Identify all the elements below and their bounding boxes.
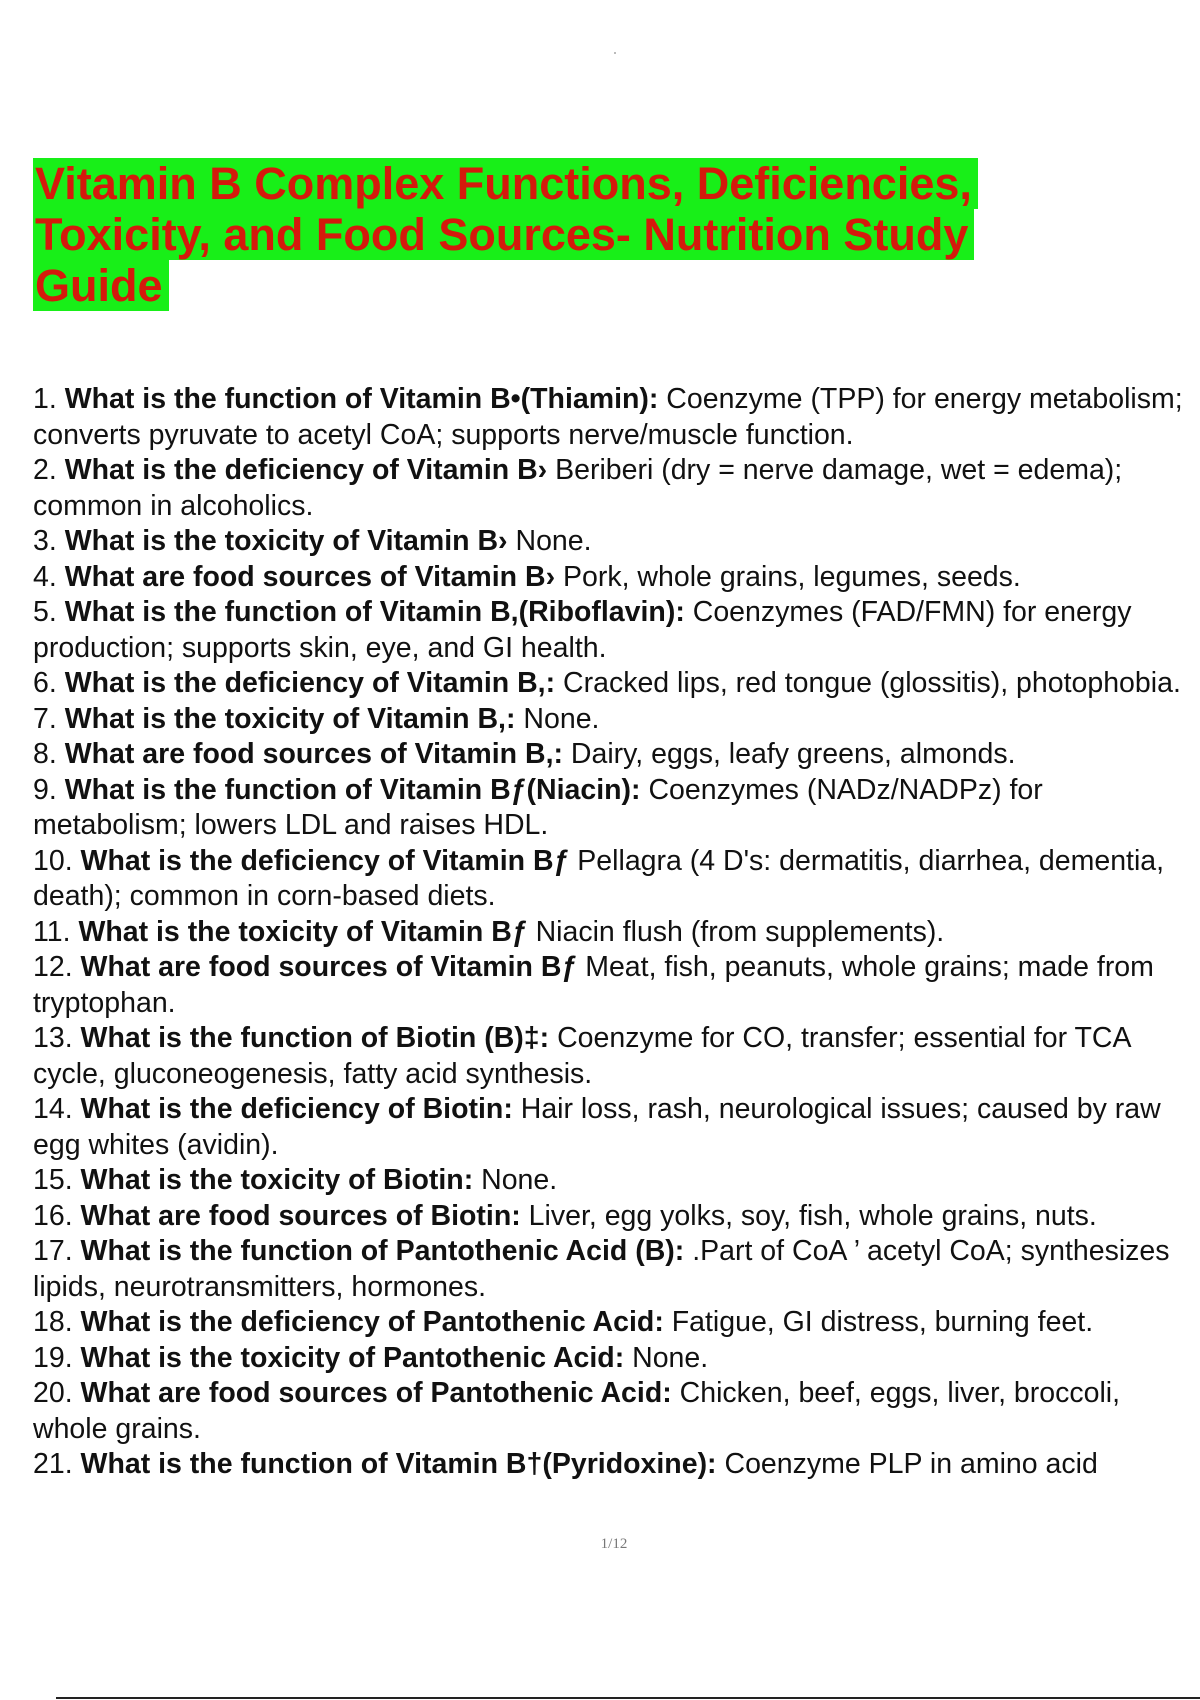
qa-answer: Hair loss, rash, neurological issues; caused by raw egg whites (avidin). xyxy=(33,1093,1161,1161)
page-title-text: Vitamin B Complex Functions, Deficiencies, Toxicity, and Food Sources- Nutrition Study Guide xyxy=(33,158,978,311)
qa-answer: None. xyxy=(481,1164,558,1196)
qa-item xyxy=(33,1234,1193,1305)
qa-item xyxy=(33,524,1193,560)
qa-answer: Dairy, eggs, leafy greens, almonds. xyxy=(570,738,1016,770)
qa-number: 3. xyxy=(33,525,57,557)
qa-answer: Coenzyme for CO, transfer; essential for TCA cycle, gluconeogenesis, fatty acid synthesis. xyxy=(33,1022,1130,1090)
qa-question: What is the function of Vitamin B,(Riboflavin): xyxy=(64,596,685,628)
qa-answer: Meat, fish, peanuts, whole grains; made from tryptophan. xyxy=(33,951,1154,1019)
qa-question: What is the function of Vitamin B†(Pyridoxine): xyxy=(80,1448,717,1480)
qa-question: What is the function of Pantothenic Acid (B): xyxy=(80,1235,685,1267)
qa-number: 15. xyxy=(33,1164,73,1196)
qa-item xyxy=(33,702,1193,738)
qa-number: 5. xyxy=(33,596,57,628)
qa-question: What is the deficiency of Pantothenic Acid: xyxy=(80,1306,664,1338)
qa-item xyxy=(33,1447,1193,1483)
qa-answer: Coenzyme (TPP) for energy metabolism; converts pyruvate to acetyl CoA; supports nerve/muscle function. xyxy=(33,383,1183,451)
qa-number: 7. xyxy=(33,702,57,735)
qa-answer: Fatigue, GI distress, burning feet. xyxy=(671,1306,1094,1338)
qa-number: 1. xyxy=(33,383,57,415)
qa-item xyxy=(33,1092,1193,1163)
qa-question: What is the deficiency of Biotin: xyxy=(80,1093,513,1125)
qa-number: 11. xyxy=(33,915,71,948)
qa-question: What is the toxicity of Vitamin B› xyxy=(64,525,508,557)
qa-question: What are food sources of Pantothenic Acid: xyxy=(80,1377,672,1409)
qa-number: 19. xyxy=(33,1341,73,1374)
qa-item xyxy=(33,1376,1193,1447)
qa-answer: Liver, egg yolks, soy, fish, whole grains, nuts. xyxy=(528,1199,1097,1232)
qa-number: 10. xyxy=(33,844,73,877)
qa-question: What are food sources of Vitamin B› xyxy=(64,560,556,593)
qa-number: 8. xyxy=(33,738,57,770)
qa-item xyxy=(33,1341,1193,1377)
qa-answer: Pellagra (4 D's: dermatitis, diarrhea, dementia, death); common in corn-based diets. xyxy=(33,844,1165,912)
qa-question: What is the toxicity of Pantothenic Acid: xyxy=(80,1341,625,1374)
question-answer-list xyxy=(33,382,1193,1483)
qa-answer: .Part of CoA ’ acetyl CoA; synthesizes lipids, neurotransmitters, hormones. xyxy=(33,1235,1170,1303)
page-number: 1/12 xyxy=(600,1536,628,1552)
qa-question: What are food sources of Vitamin Bƒ xyxy=(80,951,578,983)
qa-item xyxy=(33,1021,1193,1092)
qa-answer: None. xyxy=(632,1341,709,1374)
qa-answer: Coenzymes (NADz/NADPz) for metabolism; lowers LDL and raises HDL. xyxy=(33,773,1043,841)
qa-item xyxy=(33,737,1193,773)
qa-answer: Cracked lips, red tongue (glossitis), photophobia. xyxy=(563,667,1181,699)
qa-number: 2. xyxy=(33,454,57,486)
qa-number: 13. xyxy=(33,1022,73,1054)
qa-question: What is the function of Vitamin Bƒ(Niacin): xyxy=(64,773,641,806)
page-title xyxy=(33,158,1013,311)
qa-item xyxy=(33,1163,1193,1199)
qa-number: 18. xyxy=(33,1306,73,1338)
scan-speck xyxy=(614,52,616,54)
qa-answer: None. xyxy=(515,525,592,557)
qa-answer: Coenzyme PLP in amino acid xyxy=(724,1448,1098,1480)
qa-number: 16. xyxy=(33,1199,73,1232)
qa-number: 21. xyxy=(33,1448,73,1480)
qa-number: 20. xyxy=(33,1377,73,1409)
qa-answer: Beriberi (dry = nerve damage, wet = edema); common in alcoholics. xyxy=(33,454,1123,522)
qa-answer: Chicken, beef, eggs, liver, broccoli, whole grains. xyxy=(33,1377,1121,1445)
bottom-divider xyxy=(56,1697,1200,1699)
qa-question: What is the deficiency of Vitamin Bƒ xyxy=(80,844,570,877)
qa-answer: Coenzymes (FAD/FMN) for energy production; supports skin, eye, and GI health. xyxy=(33,596,1132,664)
qa-number: 17. xyxy=(33,1235,73,1267)
qa-item xyxy=(33,773,1193,844)
qa-item xyxy=(33,1305,1193,1341)
qa-item xyxy=(33,950,1193,1021)
qa-answer: None. xyxy=(523,702,600,735)
qa-number: 9. xyxy=(33,773,57,806)
qa-answer: Niacin flush (from supplements). xyxy=(535,915,945,948)
qa-item xyxy=(33,666,1193,702)
title-block xyxy=(33,158,1013,311)
qa-item xyxy=(33,453,1193,524)
qa-item xyxy=(33,844,1193,915)
qa-question: What is the deficiency of Vitamin B› xyxy=(64,454,548,486)
qa-item xyxy=(33,915,1193,951)
qa-question: What is the toxicity of Vitamin Bƒ xyxy=(78,915,528,948)
qa-item xyxy=(33,1199,1193,1235)
qa-question: What is the toxicity of Biotin: xyxy=(80,1164,474,1196)
qa-question: What is the function of Vitamin B•(Thiamin): xyxy=(64,383,659,415)
qa-question: What is the deficiency of Vitamin B,: xyxy=(64,667,556,699)
qa-number: 12. xyxy=(33,951,73,983)
qa-item xyxy=(33,560,1193,596)
qa-question: What is the function of Biotin (B)‡: xyxy=(80,1022,550,1054)
qa-item xyxy=(33,595,1193,666)
qa-question: What are food sources of Biotin: xyxy=(80,1199,521,1232)
qa-question: What is the toxicity of Vitamin B,: xyxy=(64,702,516,735)
qa-answer: Pork, whole grains, legumes, seeds. xyxy=(563,560,1021,593)
qa-item xyxy=(33,382,1193,453)
qa-question: What are food sources of Vitamin B,: xyxy=(64,738,563,770)
qa-number: 6. xyxy=(33,667,57,699)
qa-number: 14. xyxy=(33,1093,73,1125)
qa-number: 4. xyxy=(33,560,57,593)
